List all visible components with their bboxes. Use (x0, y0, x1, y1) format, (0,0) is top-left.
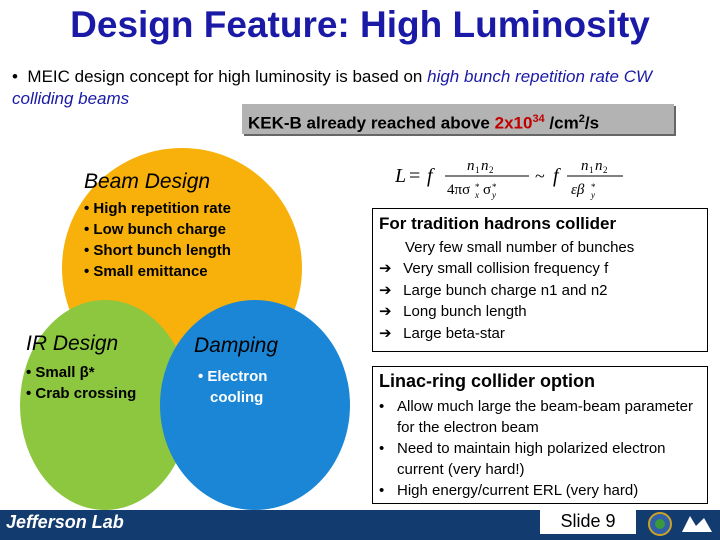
svg-text:f: f (553, 165, 559, 187)
list-item: • Short bunch length (84, 240, 231, 261)
svg-text:L: L (395, 165, 407, 187)
list-item: • Crab crossing (26, 383, 136, 404)
hadron-line: Very few small number of bunches (405, 238, 635, 256)
kek-unit: /cm (544, 113, 579, 133)
svg-text:2: 2 (603, 165, 608, 175)
kek-value: 2x10 (494, 113, 533, 133)
hadron-line (379, 301, 701, 323)
beam-design-list (84, 198, 231, 282)
bullet-dot: • (379, 398, 385, 415)
bullet-dot: • (379, 440, 385, 457)
list-item: • Electron (198, 366, 267, 387)
svg-text:n: n (481, 158, 489, 174)
damping-title: Damping (194, 334, 279, 357)
svg-text:4πσ: 4πσ (447, 182, 471, 198)
list-item: • Low bunch charge (84, 219, 231, 240)
hadron-line (379, 258, 701, 280)
doe-seal-center (655, 519, 665, 529)
svg-text:*: * (475, 182, 480, 192)
arrow-right-icon: ➔ (379, 281, 392, 299)
svg-text:y: y (492, 190, 496, 200)
intro-text: MEIC design concept for high luminosity is based on (27, 67, 428, 86)
svg-text:~: ~ (535, 166, 545, 186)
bullet-dot: • (379, 482, 385, 499)
ir-design-list (26, 362, 136, 404)
hadron-line-text: Long bunch length (403, 303, 527, 320)
ir-design-title: IR Design (26, 332, 119, 355)
linac-item-text: Allow much large the beam-beam parameter for the electron beam (397, 398, 693, 436)
kek-text: KEK-B already reached above (248, 113, 495, 133)
slide-title: Design Feature: High Luminosity (70, 4, 650, 45)
svg-text:2: 2 (489, 165, 494, 175)
linac-heading: Linac-ring collider option (379, 371, 595, 391)
svg-text:n: n (595, 158, 603, 174)
hadron-collider-box (372, 208, 708, 352)
jsa-logo-icon (682, 516, 712, 532)
list-item: • Small emittance (84, 261, 231, 282)
svg-text:1: 1 (589, 165, 594, 175)
svg-text:εβ: εβ (571, 182, 585, 198)
kek-callout (242, 104, 674, 134)
linac-ring-box (372, 366, 708, 504)
svg-text:n: n (581, 158, 589, 174)
list-item: • High repetition rate (84, 198, 231, 219)
beam-design-title: Beam Design (84, 170, 211, 193)
institution-logos (646, 510, 716, 538)
svg-text:=: = (409, 165, 421, 187)
svg-text:n: n (467, 158, 475, 174)
hadron-line (379, 280, 701, 302)
svg-text:x: x (475, 190, 479, 200)
arrow-right-icon: ➔ (379, 303, 392, 320)
svg-text:f: f (427, 165, 433, 187)
hadron-line-text: Large bunch charge n1 and n2 (403, 281, 608, 299)
svg-text:σ: σ (483, 182, 492, 198)
kek-unit-post: /s (584, 113, 600, 133)
bullet-dot: • (12, 67, 28, 86)
hadron-line-text: Very small collision frequency f (403, 260, 609, 277)
linac-item-text: Need to maintain high polarized electron current (very hard!) (397, 440, 666, 478)
intro-italic: high bunch repetition rate CW colliding beams (12, 67, 653, 108)
svg-text:*: * (591, 182, 596, 192)
list-item: • Small β* (26, 362, 136, 383)
hadron-line-text: Large beta-star (403, 324, 505, 342)
svg-text:*: * (492, 182, 497, 192)
kek-unit-exp: 2 (578, 113, 585, 125)
linac-item (379, 396, 701, 438)
svg-text:1: 1 (475, 165, 480, 175)
list-item-cont: cooling (210, 389, 264, 406)
hadron-line (379, 323, 701, 345)
slide-number: Slide 9 (540, 508, 636, 534)
damping-list (198, 366, 267, 408)
linac-item (379, 438, 701, 480)
kek-exponent: 34 (532, 113, 545, 125)
svg-text:y: y (591, 190, 595, 200)
jefferson-lab-logo: Jefferson Lab (6, 512, 124, 532)
linac-item-text: High energy/current ERL (very hard) (397, 482, 639, 499)
arrow-right-icon: ➔ (379, 260, 392, 277)
luminosity-formula (395, 152, 625, 202)
arrow-right-icon: ➔ (379, 324, 392, 342)
hadron-heading: For tradition hadrons collider (379, 214, 617, 233)
linac-item (379, 480, 701, 501)
